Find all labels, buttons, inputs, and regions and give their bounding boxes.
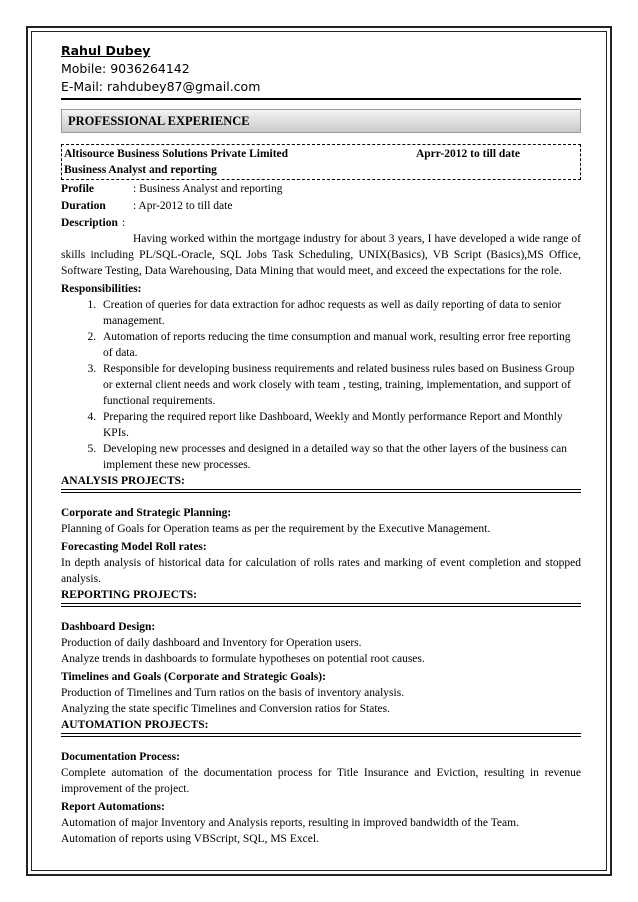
reporting-section-title: REPORTING PROJECTS: bbox=[61, 589, 198, 601]
reporting-project-1-line-2: Analyze trends in dashboards to formulate hypotheses on potential root causes. bbox=[61, 653, 425, 665]
profile-value: : Business Analyst and reporting bbox=[133, 183, 283, 195]
list-item: 1. Creation of queries for data extraction for adhoc requests as well as daily reporting of data to senior management. bbox=[99, 297, 581, 329]
company-row bbox=[64, 146, 578, 162]
analysis-project-1-text: Planning of Goals for Operation teams as per the requirement by the Executive Management. bbox=[61, 523, 491, 535]
automation-project-2-line-1: Automation of major Inventory and Analysis reports, resulting in improved bandwidth of the Team. bbox=[61, 817, 519, 829]
automation-project-2-title: Report Automations: bbox=[61, 801, 165, 813]
description-text: Having worked within the mortgage industry for about 3 years, I have developed a wide range of skills including PL/SQL-Oracle, SQL Jobs Task Scheduling, UNIX(Basics), VB Script (Basics),MS Office, Software Testing, Data Warehousing, Data Mining that would meet, and exceed the expectations for the role. bbox=[61, 233, 581, 277]
list-item: 4. Preparing the required report like Dashboard, Weekly and Montly performance Report and Monthly KPIs. bbox=[99, 409, 581, 441]
reporting-project-2-line-1: Production of Timelines and Turn ratios on the basis of inventory analysis. bbox=[61, 687, 405, 699]
description-colon: : bbox=[121, 217, 126, 229]
description-field bbox=[61, 215, 581, 231]
responsibilities-heading: Responsibilities: bbox=[61, 283, 142, 295]
experience-section-title: PROFESSIONAL EXPERIENCE bbox=[61, 109, 581, 133]
automation-section-title: AUTOMATION PROJECTS: bbox=[61, 719, 209, 731]
duration-label: Duration bbox=[61, 200, 106, 212]
automation-project-2-line-2: Automation of reports using VBScript, SQL, MS Excel. bbox=[61, 833, 319, 845]
automation-project-1-text: Complete automation of the documentation process for Title Insurance and Eviction, resulting in revenue improvement of the project. bbox=[61, 767, 581, 795]
reporting-project-2-title: Timelines and Goals (Corporate and Strategic Goals): bbox=[61, 671, 326, 683]
profile-field bbox=[61, 181, 581, 197]
header-divider bbox=[61, 98, 581, 100]
reporting-project-1-line-1: Production of daily dashboard and Inventory for Operation users. bbox=[61, 637, 362, 649]
analysis-divider bbox=[61, 489, 581, 493]
candidate-name: Rahul Dubey bbox=[61, 43, 151, 58]
email-address: E-Mail: rahdubey87@gmail.com bbox=[61, 79, 261, 94]
description-label: Description bbox=[61, 217, 118, 229]
duration-value: : Apr-2012 to till date bbox=[133, 200, 233, 212]
profile-label: Profile bbox=[61, 183, 94, 195]
analysis-section-title: ANALYSIS PROJECTS: bbox=[61, 475, 185, 487]
mobile-number: Mobile: 9036264142 bbox=[61, 61, 190, 76]
analysis-project-1-title: Corporate and Strategic Planning: bbox=[61, 507, 232, 519]
resume-content bbox=[61, 42, 581, 847]
job-role: Business Analyst and reporting bbox=[64, 164, 217, 176]
company-box bbox=[61, 144, 581, 180]
responsibilities-list bbox=[61, 297, 581, 473]
description-text-block bbox=[61, 231, 581, 279]
list-item: 2. Automation of reports reducing the time consumption and manual work, resulting error free reporting of data. bbox=[99, 329, 581, 361]
list-item: 3. Responsible for developing business requirements and related business rules based on Business Group or external client needs and work closely with team , testing, training, implementation, and support of functional requirements. bbox=[99, 361, 581, 409]
company-dates: Aprr-2012 to till date bbox=[415, 148, 520, 160]
reporting-project-1-title: Dashboard Design: bbox=[61, 621, 156, 633]
reporting-project-2-line-2: Analyzing the state specific Timelines and Conversion ratios for States. bbox=[61, 703, 390, 715]
analysis-project-2-text: In depth analysis of historical data for calculation of rolls rates and marking of event completion and stopped analysis. bbox=[61, 557, 581, 585]
list-item: 5. Developing new processes and designed in a detailed way so that the other layers of the business can implement these new processes. bbox=[99, 441, 581, 473]
duration-field bbox=[61, 198, 581, 214]
analysis-project-2-title: Forecasting Model Roll rates: bbox=[61, 541, 207, 553]
automation-divider bbox=[61, 733, 581, 737]
automation-project-1-title: Documentation Process: bbox=[61, 751, 180, 763]
company-name: Altisource Business Solutions Private Limited bbox=[64, 148, 289, 160]
reporting-divider bbox=[61, 603, 581, 607]
